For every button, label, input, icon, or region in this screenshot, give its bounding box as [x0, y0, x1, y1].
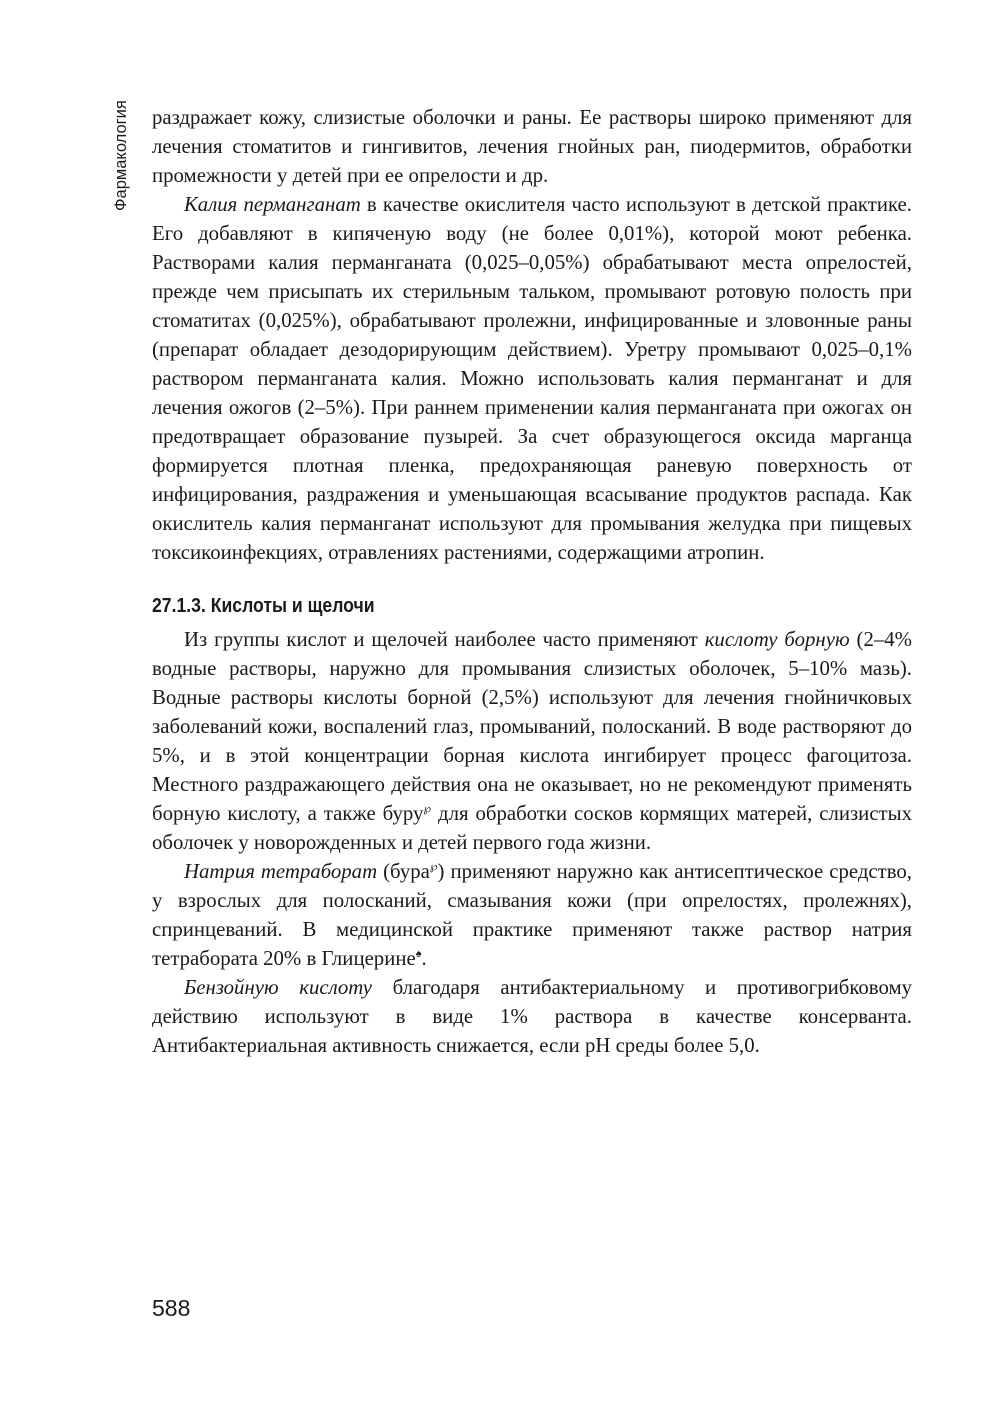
spade-mark: ♠: [415, 948, 422, 961]
paragraph-text: раздражает кожу, слизистые оболочки и раны. Ее растворы широко применяют для лечения стоматитов и гингивитов, лечения гнойных ран, пиодермитов, обработки промежности у детей при ее опрелости и др.: [152, 106, 912, 187]
paragraph-5: [152, 973, 912, 1060]
paragraph-text: благодаря антибактериальному и противогрибковому действию используют в виде 1% раствора в качестве консерванта. Антибактериальная активность снижается, если рН среды более 5,0.: [152, 976, 912, 1057]
paragraph-text: для обработки сосков кормящих матерей, слизистых оболочек у новорожденных и детей первого года жизни.: [152, 802, 913, 854]
drug-term: Бензойную кислоту: [184, 976, 373, 999]
paragraph-text: Из группы кислот и щелочей наиболее часто применяют: [184, 628, 705, 651]
page-number: 588: [152, 1295, 191, 1321]
paragraph-text: в качестве окислителя часто используют в детской практике. Его добавляют в кипяченую воду (не более 0,01%), которой моют ребенка. Растворами калия перманганата (0,025–0,05%) обрабатывают места опрелостей, прежде чем присыпать их стерильным тальком, промывают ротовую полость при стоматитах (0,025%), обрабатывают пролежни, инфицированные и зловонные раны (препарат обладает дезодорирующим действием). Уретру промывают 0,025–0,1% раствором перманганата калия. Можно использовать калия перманганат и для лечения ожогов (2–5%). При раннем применении калия перманганата при ожогах он предотвращает образование пузырей. За счет образующегося оксида марганца формируется плотная пленка, предохраняющая раневую поверхность от инфицирования, раздражения и уменьшающая всасывание продуктов распада. Как окислитель калия перманганат используют для промывания желудка при пищевых токсикоинфекциях, отравлениях растениями, содержащими атропин.: [152, 193, 912, 564]
drug-term: кислоту борную: [704, 628, 850, 651]
paragraph-text: .: [421, 947, 427, 970]
paragraph-text: ) применяют наружно как антисептическое средство, у взрослых для полосканий, смазывания кожи (при опрелостях, пролежнях), спринцеваний. В медицинской практике применяют также раствор натрия тетрабората 20% в Глицерине: [152, 860, 912, 970]
drug-term: Калия перманганат: [184, 193, 361, 216]
drug-term: Натрия тетраборат: [184, 860, 378, 883]
section-heading: 27.1.3. Кислоты и щелочи: [152, 595, 375, 617]
running-header: Фармакология: [112, 100, 130, 211]
registered-mark: ℘: [429, 861, 438, 874]
paragraph-4: [152, 857, 912, 973]
paragraph-1: [152, 103, 912, 190]
page-body: [152, 103, 912, 1060]
registered-mark: ℘: [423, 803, 432, 816]
paragraph-3: [152, 625, 912, 857]
paragraph-text: (бура: [377, 860, 430, 883]
paragraph-text: (2–4% водные растворы, наружно для промывания слизистых оболочек, 5–10% мазь). Водные растворы кислоты борной (2,5%) используют для лечения гнойничковых заболеваний кожи, воспалений глаз, промываний, полосканий. В воде растворяют до 5%, и в этой концентрации борная кислота ингибирует процесс фагоцитоза. Местного раздражающего действия она не оказывает, но не рекомендуют применять борную кислоту, а также буру: [152, 628, 912, 825]
paragraph-2: [152, 190, 912, 567]
